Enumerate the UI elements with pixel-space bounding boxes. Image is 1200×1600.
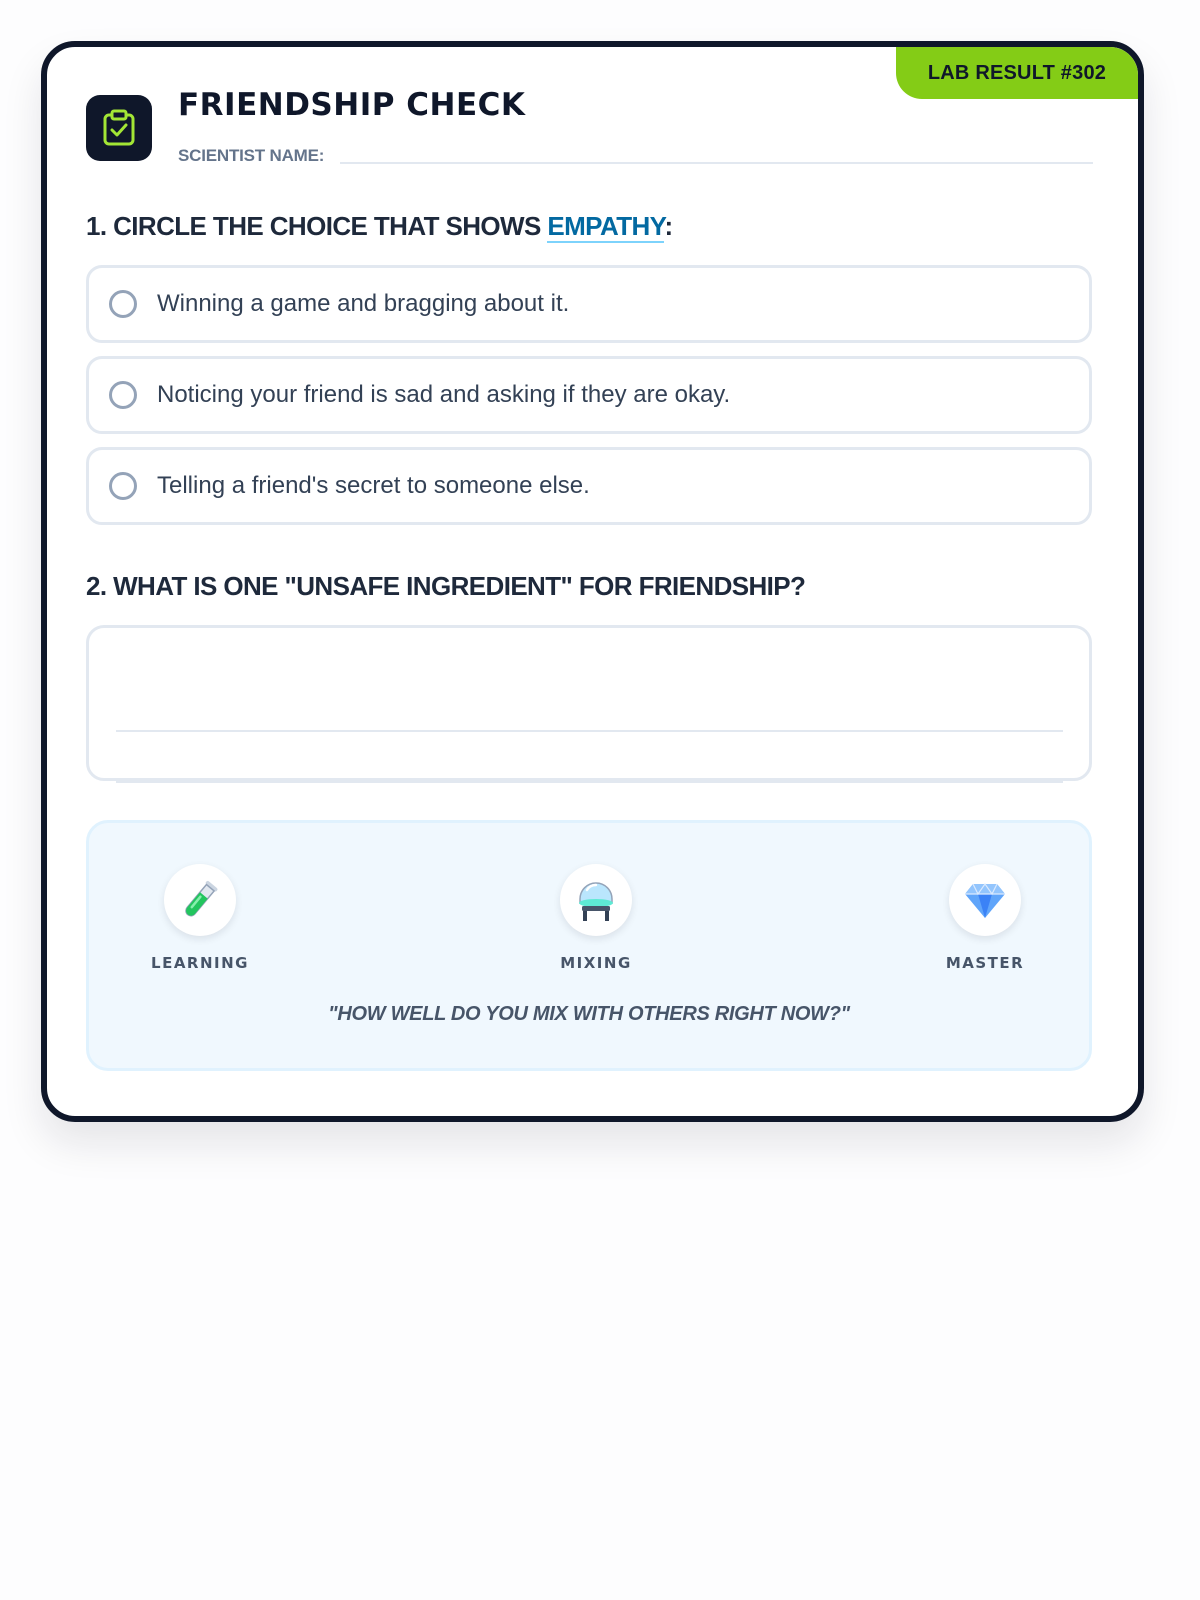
flask-icon[interactable] [560,864,632,936]
meter-step-learning[interactable] [130,864,270,972]
question-1 [86,211,673,242]
answer-textarea[interactable] [86,625,1092,781]
option-label: Noticing your friend is sad and asking if they are okay. [157,381,731,408]
scientist-name-field[interactable] [340,162,1093,164]
option-label: Telling a friend's secret to someone else. [157,472,590,499]
gem-icon[interactable] [949,864,1021,936]
meter-step-master[interactable] [915,864,1055,972]
meter-step-label: MASTER [945,954,1025,972]
option-bragging[interactable] [86,265,1092,343]
scientist-name-label: SCIENTIST NAME: [178,146,325,165]
writing-line [116,781,1063,783]
writing-line [116,730,1063,732]
radio-button[interactable] [109,290,137,318]
radio-button[interactable] [109,381,137,409]
worksheet-card [41,41,1144,1122]
clipboard-check-icon [86,95,152,161]
radio-button[interactable] [109,472,137,500]
question-1-highlight: EMPATHY [547,211,665,241]
mix-meter [86,820,1092,1071]
question-1-suffix: : [664,211,673,241]
meter-prompt: "HOW WELL DO YOU MIX WITH OTHERS RIGHT NOW?" [328,1003,850,1025]
option-label: Winning a game and bragging about it. [157,290,570,317]
question-2: 2. WHAT IS ONE "UNSAFE INGREDIENT" FOR FRIENDSHIP? [86,571,806,601]
option-secret[interactable] [86,447,1092,525]
question-1-prefix: 1. CIRCLE THE CHOICE THAT SHOWS [86,211,548,241]
lab-result-badge: LAB RESULT #302 [896,47,1138,99]
meter-step-mixing[interactable] [526,864,666,972]
page-title: FRIENDSHIP CHECK [178,87,526,123]
meter-step-label: LEARNING [151,954,249,972]
meter-step-label: MIXING [560,954,632,972]
option-empathy[interactable] [86,356,1092,434]
test-tube-icon[interactable] [164,864,236,936]
